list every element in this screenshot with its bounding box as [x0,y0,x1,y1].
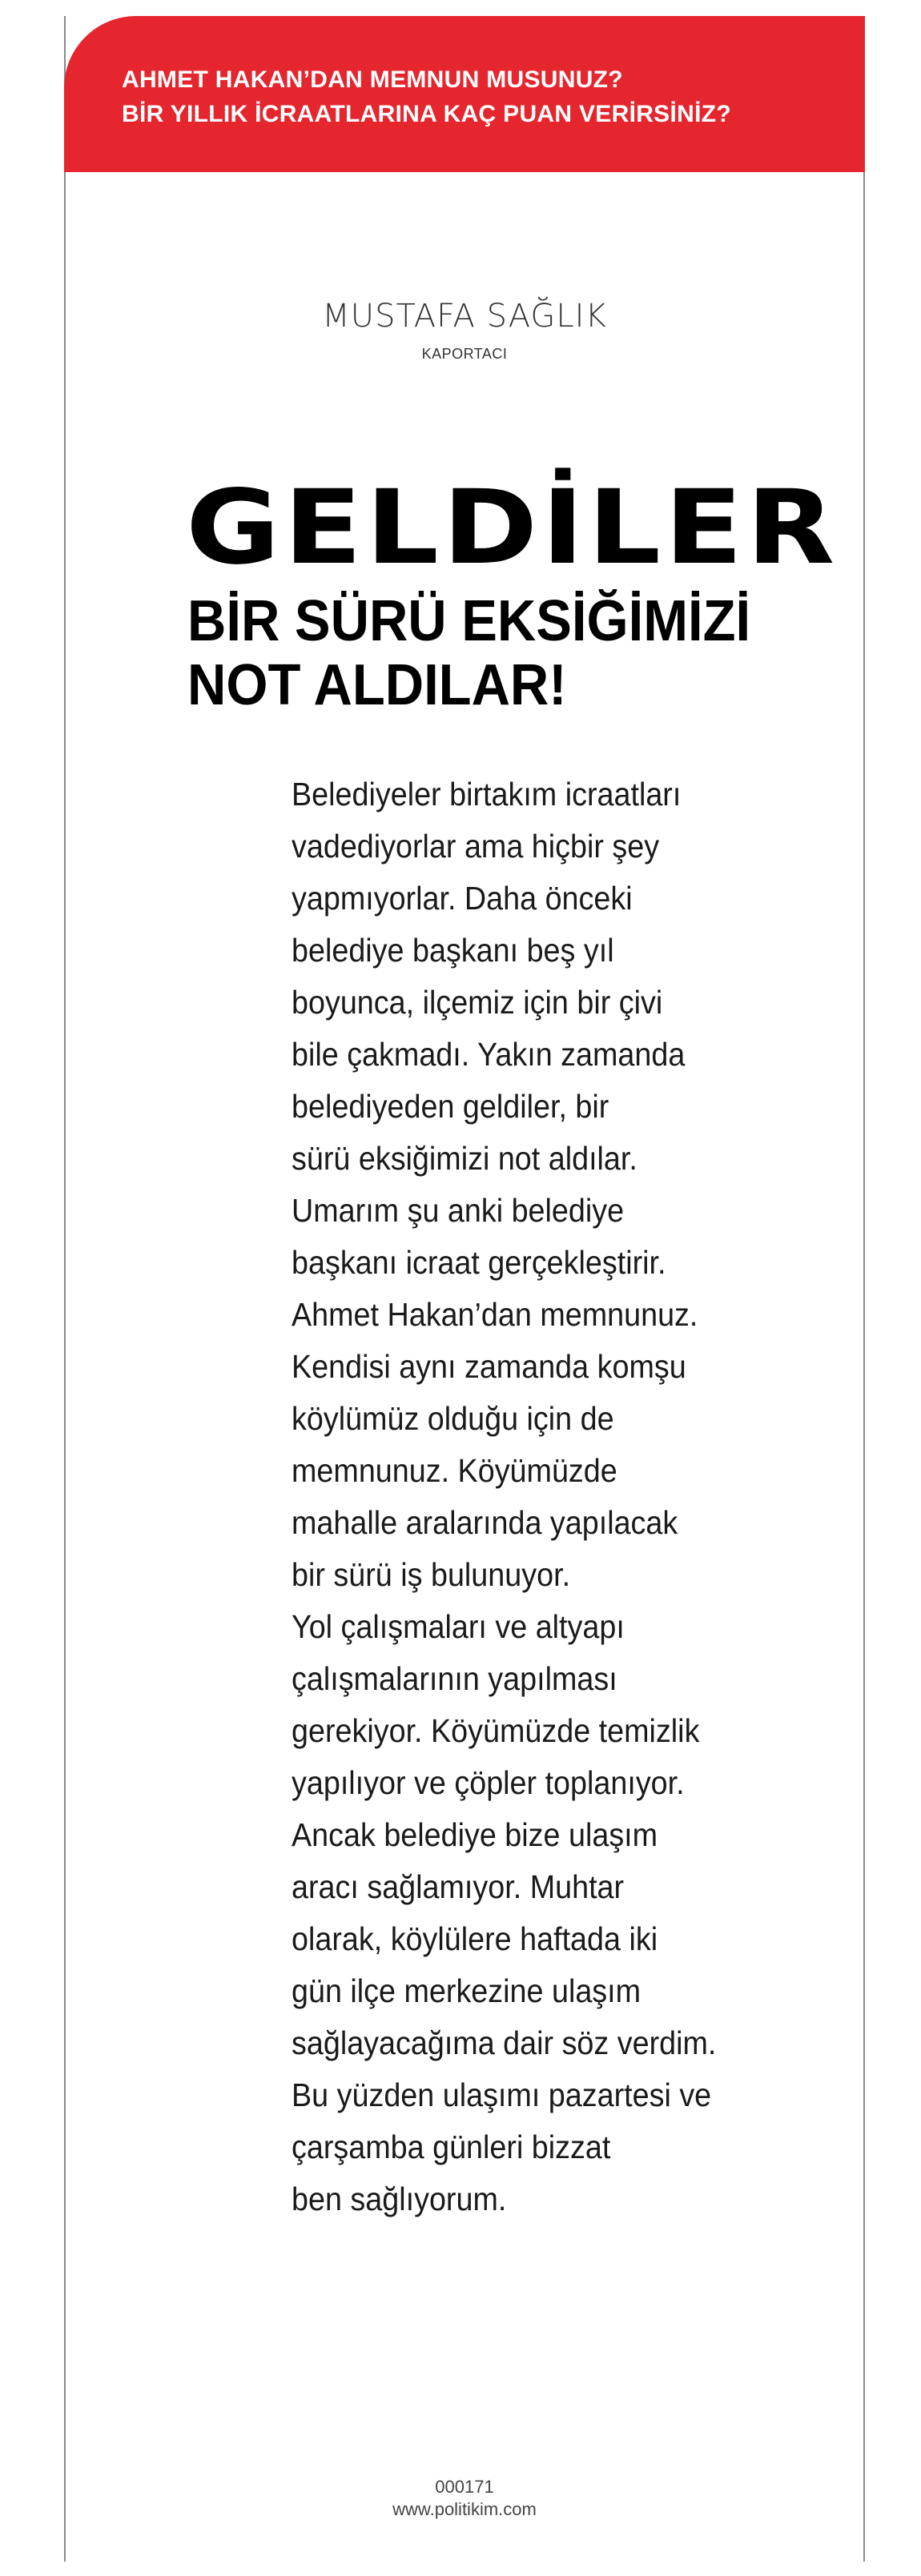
body-line: başkanı icraat gerçekleştirir. [292,1244,666,1281]
body-line: aracı sağlamıyor. Muhtar [292,1868,625,1905]
headline-sub-line-1: BİR SÜRÜ EKSİĞİMİZİ [187,589,751,653]
body-line: memnunuz. Köyümüzde [292,1452,617,1489]
body-line: bile çakmadı. Yakın zamanda [292,1036,686,1073]
body-line: gerekiyor. Köyümüzde temizlik [292,1712,700,1749]
body-line: Kendisi aynı zamanda komşu [292,1348,686,1385]
body-line: Umarım şu anki belediye [292,1192,625,1229]
body-line: çalışmalarının yapılması [292,1660,617,1697]
banner-question-line-2: BİR YILLIK İCRAATLARINA KAÇ PUAN VERİRSİNİZ? [122,101,731,127]
body-line: vadediyorlar ama hiçbir şey [292,828,660,865]
body-line: ben sağlıyorum. [292,2181,507,2217]
body-line: yapılıyor ve çöpler toplanıyor. [292,1764,685,1801]
footer-url: www.politikim.com [392,2499,537,2519]
body-line: yapmıyorlar. Daha önceki [292,880,633,917]
body-line: çarşamba günleri bizzat [292,2129,611,2165]
body-line: mahalle aralarında yapılacak [292,1504,678,1541]
body-line: sağlayacağıma dair söz verdim. [292,2024,717,2061]
body-line: sürü eksiğimizi not aldılar. [292,1140,637,1177]
body-line: gün ilçe merkezine ulaşım [292,1972,641,2009]
body-line: belediyeden geldiler, bir [292,1088,609,1125]
body-line: Belediyeler birtakım icraatları [292,776,682,813]
headline-main: GELDİLER [186,468,839,588]
body-line: olarak, köylülere haftada iki [292,1920,658,1957]
body-line: boyunca, ilçemiz için bir çivi [292,984,663,1021]
body-line: Yol çalışmaları ve altyapı [292,1608,625,1645]
body-line: köylümüz olduğu için de [292,1400,614,1437]
author-role: KAPORTACI [421,346,508,362]
red-banner [64,16,865,172]
banner-question-line-1: AHMET HAKAN’DAN MEMNUN MUSUNUZ? [122,66,623,93]
body-line: Bu yüzden ulaşımı pazartesi ve [292,2076,712,2113]
headline-sub [187,589,750,717]
body-line: belediye başkanı beş yıl [292,932,614,969]
body-line: Ancak belediye bize ulaşım [292,1816,658,1853]
footer-code: 000171 [435,2477,494,2497]
author-name: MUSTAFA SAĞLIK [322,298,607,335]
headline-sub-line-2: NOT ALDILAR! [187,653,567,717]
body-line: bir sürü iş bulunuyor. [292,1556,571,1593]
body-text [292,768,772,2225]
body-line: Ahmet Hakan’dan memnunuz. [292,1296,698,1333]
